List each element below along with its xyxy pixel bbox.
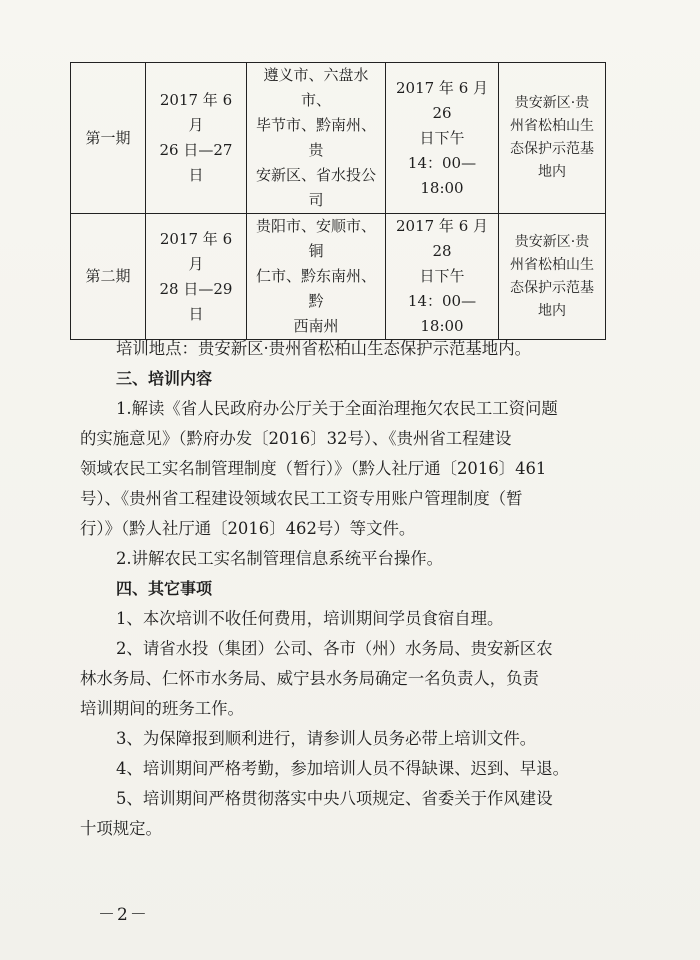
other-item-5: 5、培训期间严格贯彻落实中央八项规定、省委关于作风建设 十项规定。 <box>80 789 553 838</box>
report-time-cell: 2017 年 6 月 26 日下午 14：00—18:00 <box>386 63 499 214</box>
location-cell: 贵安新区·贵 州省松柏山生 态保护示范基 地内 <box>499 63 606 214</box>
other-item-4: 4、培训期间严格考勤，参加培训人员不得缺课、迟到、早退。 <box>116 759 569 778</box>
training-location-line: 培训地点：贵安新区·贵州省松柏山生态保护示范基地内。 <box>116 339 531 358</box>
content-item-2: 2.讲解农民工实名制管理信息系统平台操作。 <box>116 549 444 568</box>
section-heading-other: 四、其它事项 <box>116 579 213 598</box>
other-item-1: 1、本次培训不收任何费用，培训期间学员食宿自理。 <box>116 609 504 628</box>
period-cell: 第一期 <box>71 63 146 214</box>
section-heading-content: 三、培训内容 <box>116 369 213 388</box>
other-item-3: 3、为保障报到顺利进行，请参训人员务必带上培训文件。 <box>116 729 537 748</box>
location-cell: 贵安新区·贵 州省松柏山生 态保护示范基 地内 <box>499 214 606 340</box>
regions-cell: 贵阳市、安顺市、铜 仁市、黔东南州、黔 西南州 <box>247 214 386 340</box>
content-item-1: 1.解读《省人民政府办公厅关于全面治理拖欠农民工工资问题 的实施意见》（黔府办发〔2016〕32号）、《贵州省工程建设 领域农民工实名制管理制度（暂行）》（黔人社厅通〔2016〕461 号）、《贵州省工程建设领域农民工工资专用账户管理制度（暂 行）》（黔人社厅通〔2016〕462号）等文件。 <box>80 399 558 538</box>
dates-cell: 2017 年 6 月 28 日—29 日 <box>146 214 247 340</box>
dates-cell: 2017 年 6 月 26 日—27 日 <box>146 63 247 214</box>
regions-cell: 遵义市、六盘水市、 毕节市、黔南州、贵 安新区、省水投公司 <box>247 63 386 214</box>
table-row <box>71 63 606 214</box>
report-time-cell: 2017 年 6 月 28 日下午 14：00—18:00 <box>386 214 499 340</box>
training-schedule-table <box>70 62 606 340</box>
document-body <box>80 334 620 844</box>
other-item-2: 2、请省水投（集团）公司、各市（州）水务局、贵安新区农 林水务局、仁怀市水务局、威宁县水务局确定一名负责人，负责 培训期间的班务工作。 <box>80 639 553 718</box>
table-row <box>71 214 606 340</box>
page-number: －2－ <box>98 905 149 925</box>
period-cell: 第二期 <box>71 214 146 340</box>
